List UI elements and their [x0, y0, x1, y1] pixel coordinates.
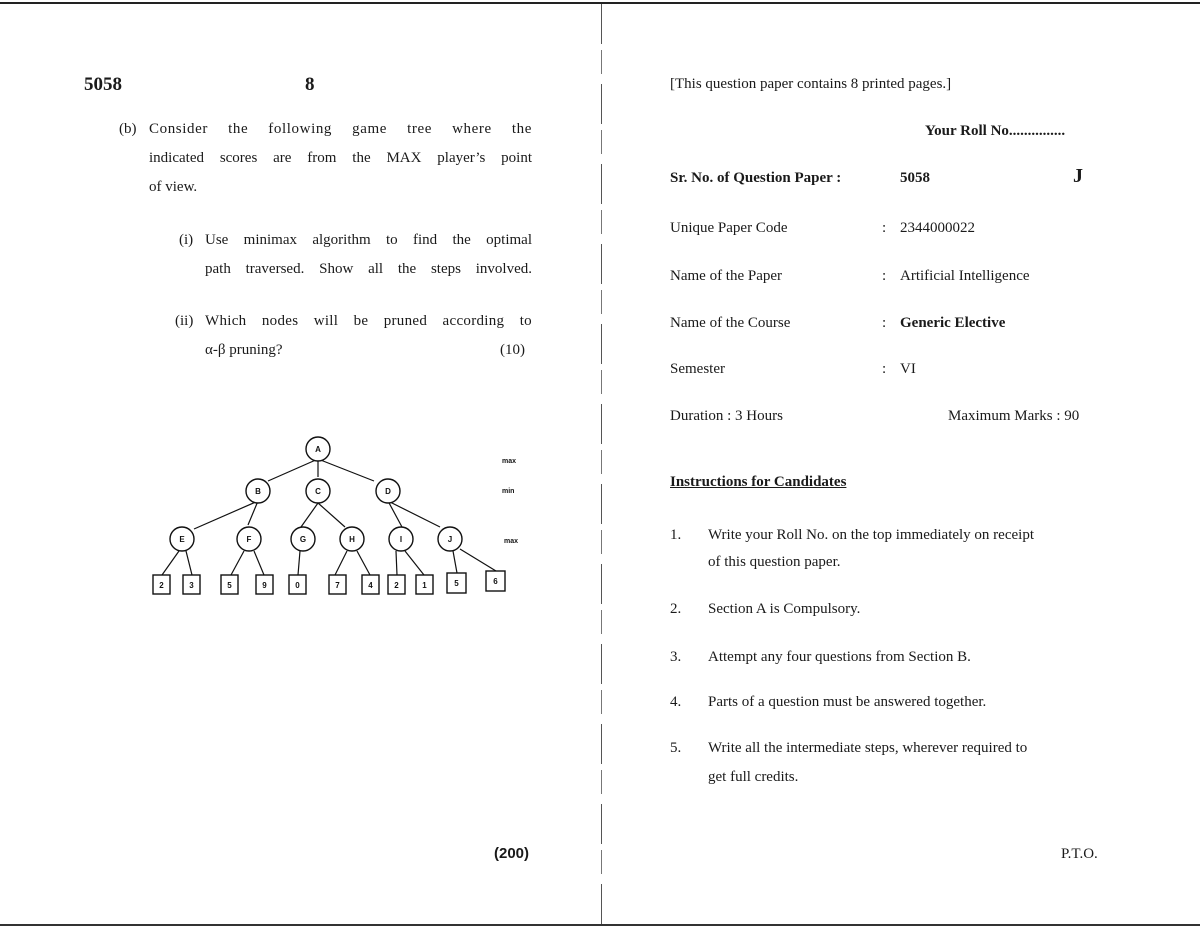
tree-leaf-value-10: 5 — [454, 579, 459, 588]
tree-node-label-b: B — [255, 487, 261, 496]
tree-leaf-value-5: 0 — [295, 581, 300, 590]
tree-leaf-value-2: 3 — [189, 581, 194, 590]
field-value-paper-name: Artificial Intelligence — [900, 268, 1030, 284]
serial-number-value: 5058 — [900, 170, 930, 186]
tree-edges — [162, 459, 496, 575]
field-label-course: Name of the Course — [670, 315, 791, 331]
roll-number-label: Your Roll No............... — [925, 123, 1066, 139]
level-label-max-top: max — [502, 458, 517, 465]
subpart-ii-line-2: α-β pruning? — [205, 342, 283, 358]
tree-node-label-f: F — [246, 535, 252, 544]
instruction-4-number: 4. — [670, 694, 682, 710]
tree-leaf-value-1: 2 — [159, 581, 164, 590]
set-letter: J — [1073, 165, 1083, 187]
copies-count: (200) — [494, 845, 530, 862]
field-colon-course: : — [882, 315, 887, 331]
tree-node-label-d: D — [385, 487, 391, 496]
instruction-3-number: 3. — [670, 649, 682, 665]
field-colon-semester: : — [882, 361, 887, 377]
instructions-title: Instructions for Candidates — [670, 474, 847, 490]
page-bottom-edge — [0, 924, 1200, 926]
page-fold-line — [601, 4, 602, 924]
instruction-4-text: Parts of a question must be answered together. — [708, 694, 987, 710]
instruction-5-number: 5. — [670, 740, 682, 756]
page-top-edge — [0, 2, 1200, 4]
serial-number-label: Sr. No. of Question Paper : — [670, 170, 842, 186]
tree-node-label-a: A — [315, 445, 321, 454]
left-paper-number: 5058 — [84, 74, 122, 95]
please-turn-over: P.T.O. — [1061, 846, 1098, 862]
field-label-paper-code: Unique Paper Code — [670, 220, 788, 236]
instruction-1-number: 1. — [670, 527, 682, 543]
tree-node-label-h: H — [349, 535, 355, 544]
instruction-5-line-1: Write all the intermediate steps, wherever required to — [708, 740, 1028, 756]
instruction-2-text: Section A is Compulsory. — [708, 601, 861, 617]
instruction-1-line-2: of this question paper. — [708, 554, 841, 570]
tree-node-label-e: E — [179, 535, 185, 544]
instruction-3-text: Attempt any four questions from Section B. — [708, 649, 971, 665]
tree-leaf-value-9: 1 — [422, 581, 427, 590]
tree-leaf-value-4: 9 — [262, 581, 267, 590]
subpart-ii-label: (ii) — [175, 313, 194, 329]
field-colon-paper-name: : — [882, 268, 887, 284]
header-note: [This question paper contains 8 printed pages.] — [670, 76, 952, 92]
tree-leaf-value-6: 7 — [335, 581, 340, 590]
tree-node-label-c: C — [315, 487, 321, 496]
field-value-course: Generic Elective — [900, 315, 1006, 331]
field-value-paper-code: 2344000022 — [900, 220, 975, 236]
field-colon-paper-code: : — [882, 220, 887, 236]
level-label-max-bottom: max — [504, 538, 519, 545]
question-b-line-1: Consider the following game tree where the — [149, 121, 532, 137]
instruction-2-number: 2. — [670, 601, 682, 617]
field-label-semester: Semester — [670, 361, 725, 377]
level-label-min: min — [502, 488, 515, 495]
tree-node-label-g: G — [299, 535, 307, 544]
field-value-semester: VI — [900, 361, 916, 377]
subpart-i-label: (i) — [179, 232, 194, 248]
duration: Duration : 3 Hours — [670, 408, 783, 424]
field-label-paper-name: Name of the Paper — [670, 268, 783, 284]
page-number: 8 — [305, 74, 315, 95]
tree-node-label-j: J — [447, 535, 453, 544]
tree-node-label-i: I — [399, 535, 403, 544]
question-b-line-3: of view. — [149, 179, 198, 195]
maximum-marks: Maximum Marks : 90 — [948, 408, 1080, 424]
tree-leaf-value-3: 5 — [227, 581, 232, 590]
subpart-i-line-1: Use minimax algorithm to find the optimal — [205, 232, 532, 248]
question-b-label: (b) — [119, 121, 137, 137]
tree-leaf-value-8: 2 — [394, 581, 399, 590]
subpart-ii-line-1: Which nodes will be pruned according to — [205, 313, 532, 329]
question-b-line-2: indicated scores are from the MAX player’s point — [149, 150, 532, 166]
instruction-1-line-1: Write your Roll No. on the top immediately on receipt — [708, 527, 1034, 543]
tree-leaf-value-7: 4 — [368, 581, 373, 590]
game-tree-diagram — [140, 425, 540, 615]
subpart-i-line-2: path traversed. Show all the steps involved. — [205, 261, 532, 277]
tree-leaf-value-11: 6 — [493, 577, 498, 586]
marks: (10) — [500, 342, 525, 358]
instruction-5-line-2: get full credits. — [708, 769, 799, 785]
